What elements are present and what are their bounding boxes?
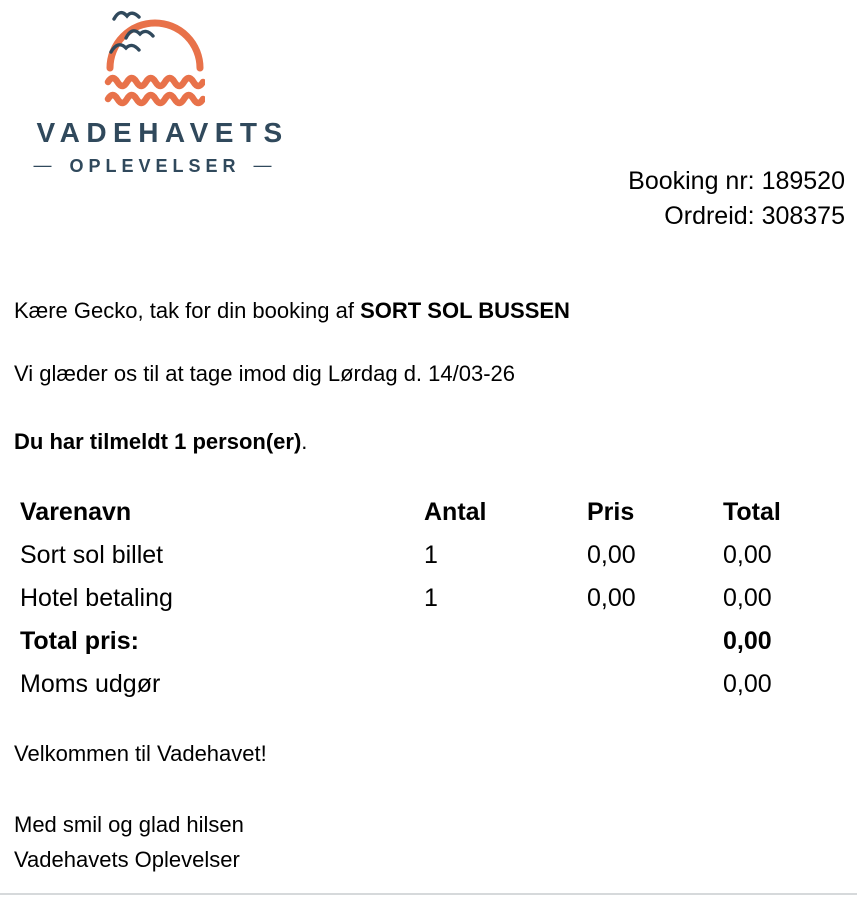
bottom-divider [0, 893, 857, 895]
booking-number-value: 189520 [761, 167, 845, 195]
row-item-name: Hotel betaling [20, 584, 173, 612]
bird-icon [126, 31, 153, 38]
vat-value: 0,00 [723, 670, 772, 698]
logo-dash-right: — [253, 155, 272, 175]
company-logo [30, 4, 289, 177]
total-price-value: 0,00 [723, 627, 772, 655]
booking-number-label: Booking nr: [628, 167, 755, 195]
greeting-text: Kære Gecko, tak for din booking af [14, 298, 361, 323]
wave-bottom-icon [108, 95, 203, 103]
attendee-text: Du har tilmeldt 1 person(er) [14, 429, 302, 454]
vat-label: Moms udgør [20, 670, 161, 698]
welcome-text: Velkommen til Vadehavet! [14, 741, 267, 766]
logo-subtitle: OPLEVELSER [69, 156, 241, 176]
row-item-name: Sort sol billet [20, 541, 164, 569]
row-item-pris: 0,00 [587, 584, 636, 612]
bird-icon [114, 13, 139, 19]
booking-info [628, 164, 845, 234]
logo-dash-left: — [33, 155, 52, 175]
wave-top-icon [108, 78, 203, 86]
order-table [20, 498, 857, 713]
row-item-total: 0,00 [723, 541, 772, 569]
logo-subtitle-row [30, 156, 275, 177]
col-header-total: Total [723, 498, 781, 526]
row-item-antal: 1 [424, 584, 438, 612]
row-item-antal: 1 [424, 541, 438, 569]
booking-number-line [628, 164, 845, 199]
order-id-line [628, 199, 845, 234]
row-item-total: 0,00 [723, 584, 772, 612]
arrival-line: Vi glæder os til at tage imod dig Lørdag d. 14/03-26 [14, 361, 516, 386]
col-header-pris: Pris [587, 498, 635, 526]
greeting-line [14, 298, 570, 324]
order-id-label: Ordreid: [664, 202, 755, 230]
col-header-antal: Antal [424, 498, 487, 526]
row-item-pris: 0,00 [587, 541, 636, 569]
order-id-value: 308375 [761, 202, 845, 230]
company-name: Vadehavets Oplevelser [14, 847, 240, 872]
total-price-label: Total pris: [20, 627, 139, 655]
product-name: SORT SOL BUSSEN [360, 298, 570, 323]
col-header-varenavn: Varenavn [20, 498, 132, 526]
signoff-text: Med smil og glad hilsen [14, 812, 244, 837]
sun-birds-waves-icon [101, 4, 205, 108]
logo-title: VADEHAVETS [36, 117, 289, 148]
attendee-line [14, 429, 307, 455]
attendee-period: . [301, 429, 308, 454]
